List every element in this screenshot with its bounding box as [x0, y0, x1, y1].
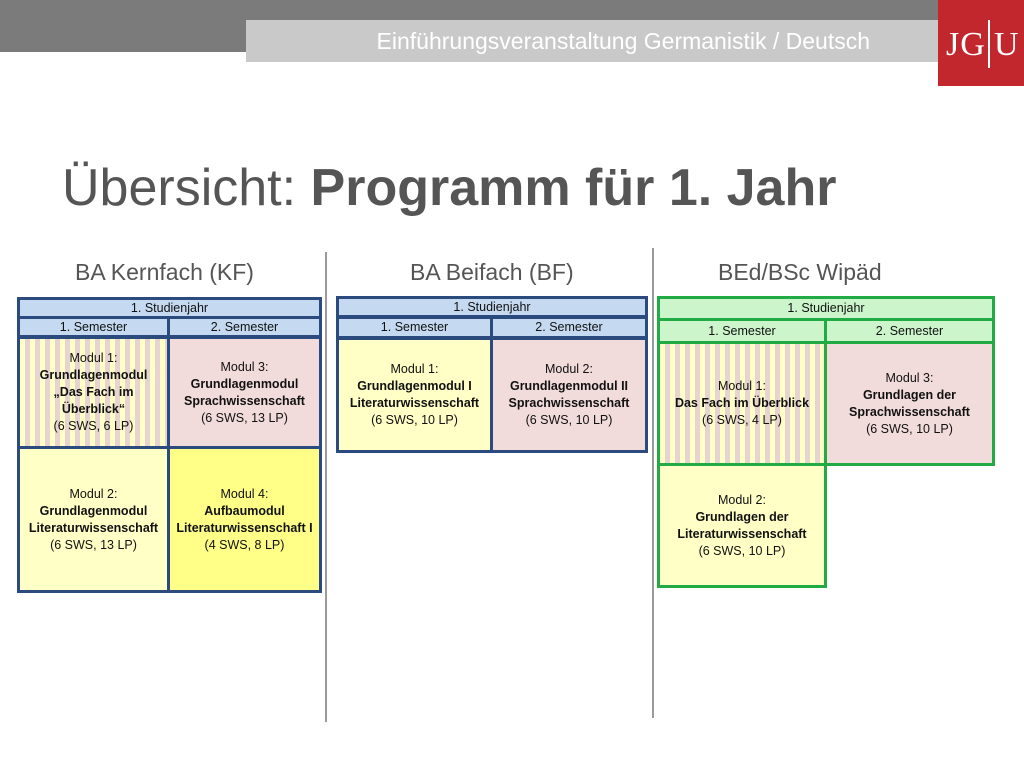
module-credits: (4 SWS, 8 LP) — [204, 537, 285, 552]
kf-module-2 — [17, 446, 170, 593]
module-number: Modul 2: — [69, 486, 118, 501]
bed-module-1 — [657, 341, 827, 466]
module-credits: (6 SWS, 13 LP) — [201, 410, 288, 425]
module-title: Sprachwissenschaft — [184, 393, 305, 408]
module-title: Überblick“ — [61, 402, 126, 416]
module-credits: (6 SWS, 10 LP) — [866, 421, 953, 436]
bed-module-2 — [657, 463, 827, 588]
bf-module-1 — [336, 337, 493, 453]
module-title: Grundlagenmodul — [39, 368, 148, 382]
module-credits: (6 SWS, 10 LP) — [371, 413, 458, 427]
module-number: Modul 1: — [69, 351, 118, 365]
module-title: Grundlagenmodul — [190, 376, 299, 391]
bf-year-header: 1. Studienjahr — [336, 296, 648, 318]
logo-divider — [988, 20, 990, 68]
column-heading-kf: BA Kernfach (KF) — [75, 259, 254, 285]
module-number: Modul 2: — [545, 362, 593, 376]
kf-module-4 — [167, 446, 322, 593]
logo-text-left: JG — [946, 26, 986, 63]
banner — [246, 20, 938, 62]
logo-text-right: U — [994, 26, 1019, 63]
jgu-logo — [938, 0, 1024, 86]
column-divider — [325, 252, 327, 722]
kf-semester-1: 1. Semester — [17, 316, 170, 338]
bed-module-3 — [824, 341, 995, 466]
module-title: Literaturwissenschaft I — [176, 520, 313, 535]
bed-semester-2: 2. Semester — [824, 318, 995, 344]
module-number: Modul 4: — [220, 486, 269, 501]
module-credits: (6 SWS, 13 LP) — [50, 537, 137, 552]
kf-year-header: 1. Studienjahr — [17, 297, 322, 319]
module-number: Modul 3: — [885, 370, 934, 385]
module-title: Literaturwissenschaft — [349, 396, 480, 410]
module-title: Literaturwissenschaft — [677, 526, 807, 541]
module-title: Aufbaumodul — [204, 503, 285, 518]
module-title: Sprachwissenschaft — [849, 404, 970, 419]
module-title: Sprachwissenschaft — [508, 396, 630, 410]
module-number: Modul 1: — [718, 379, 766, 393]
bed-semester-1: 1. Semester — [657, 318, 827, 344]
kf-semester-2: 2. Semester — [167, 316, 322, 338]
title-bold: Programm für 1. Jahr — [310, 159, 837, 217]
module-title: „Das Fach im — [53, 385, 134, 399]
kf-module-3 — [167, 336, 322, 449]
module-title: Grundlagen der — [695, 509, 789, 524]
module-credits: (6 SWS, 10 LP) — [698, 543, 786, 558]
module-title: Grundlagenmodul II — [509, 379, 629, 393]
module-title: Grundlagenmodul I — [357, 379, 472, 393]
bf-module-2 — [490, 337, 648, 453]
module-credits: (6 SWS, 4 LP) — [702, 413, 782, 427]
column-divider — [652, 248, 654, 718]
column-heading-bf: BA Beifach (BF) — [410, 259, 574, 285]
title-regular: Übersicht: — [62, 159, 311, 217]
module-number: Modul 2: — [718, 492, 766, 507]
module-title: Literaturwissenschaft — [28, 520, 159, 535]
bf-semester-2: 2. Semester — [490, 316, 648, 339]
module-title: Grundlagen der — [862, 387, 957, 402]
module-title: Grundlagenmodul — [39, 503, 148, 518]
column-heading-bed: BEd/BSc Wipäd — [718, 259, 882, 285]
module-number: Modul 3: — [220, 359, 269, 374]
module-credits: (6 SWS, 10 LP) — [525, 413, 613, 427]
kf-module-1 — [17, 336, 170, 449]
module-number: Modul 1: — [390, 362, 439, 376]
banner-text: Einführungsveranstaltung Germanistik / Deutsch — [376, 28, 870, 54]
module-title: Das Fach im Überblick — [674, 396, 810, 410]
bed-year-header: 1. Studienjahr — [657, 296, 995, 321]
bf-semester-1: 1. Semester — [336, 316, 493, 339]
page-title — [62, 158, 836, 218]
module-credits: (6 SWS, 6 LP) — [53, 419, 134, 433]
